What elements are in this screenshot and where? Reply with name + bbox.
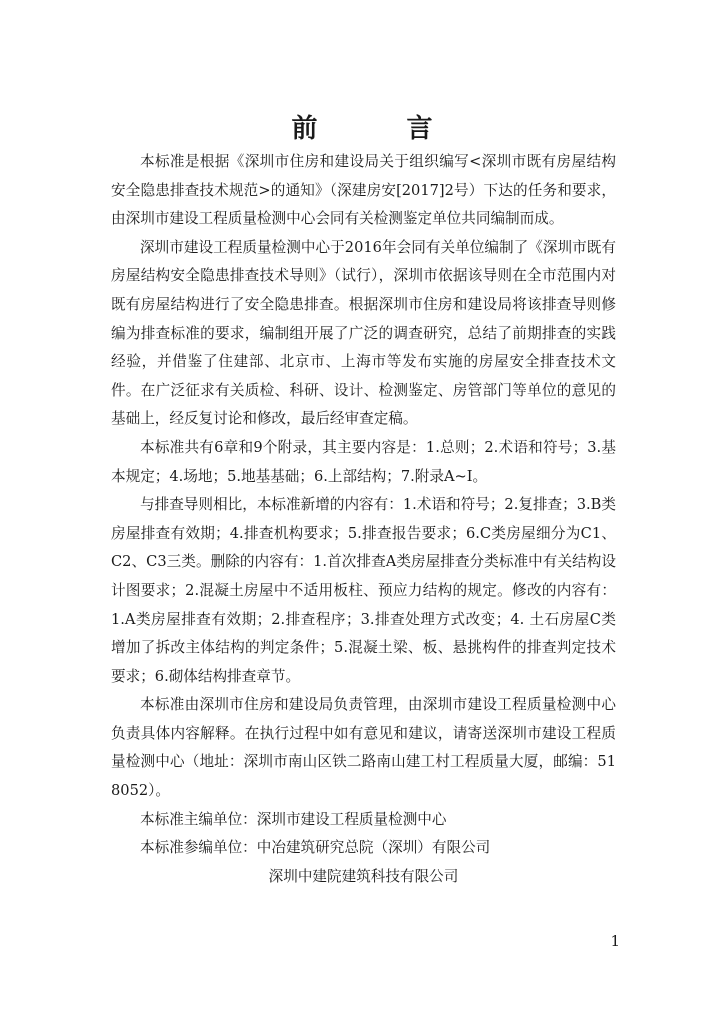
page-number: 1 (610, 932, 620, 950)
paragraph-history: 深圳市建设工程质量检测中心于2016年会同有关单位编制了《深圳市既有房屋结构安全隐患排查技术导则》（试行），深圳市依据该导则在全市范围内对既有房屋结构进行了安全隐患排查。根据深圳市住房和建设局将该排查导则修编为排查标准的要求，编制组开展了广泛的调查研究，总结了前期排查的实践经验，并借鉴了住建部、北京市、上海市等发布实施的房屋安全排查技术文件。在广泛征求有关质检、科研、设计、检测鉴定、房管部门等单位的意见的基础上，经反复讨论和修改，最后经审查定稿。 (111, 238, 616, 428)
paragraph-origin: 本标准是根据《深圳市住房和建设局关于组织编写<深圳市既有房屋结构安全隐患排查技术规范>的通知》（深建房安[2017]2号）下达的任务和要求，由深圳市建设工程质量检测中心会同有关检测鉴定单位共同编制而成。 (111, 153, 616, 228)
paragraph-chief-editor: 本标准主编单位：深圳市建设工程质量检测中心 (140, 810, 447, 828)
paragraph-co-editors: 本标准参编单位：中冶建筑研究总院（深圳）有限公司 (140, 839, 491, 857)
paragraph-contents: 本标准共有6章和9个附录，其主要内容是：1.总则；2.术语和符号；3.基本规定；4.场地；5.地基基础；6.上部结构；7.附录A~I。 (111, 438, 616, 485)
paragraph-changes: 与排查导则相比，本标准新增的内容有：1.术语和符号；2.复排查；3.B类房屋排查有效期；4.排查机构要求；5.排查报告要求；6.C类房屋细分为C1、C2、C3三类。删除的内容有：1.首次排查A类房屋排查分类标准中有关结构设计图要求；2.混凝土房屋中不适用板柱、预应力结构的规定。修改的内容有：1.A类房屋排查有效期；2.排查程序；3.排查处理方式改变；4. 土石房屋C类增加了拆改主体结构的判定条件；5.混凝土梁、板、悬挑构件的排查判定技术要求；6.砌体结构排查章节。 (111, 496, 616, 685)
paragraph-management: 本标准由深圳市住房和建设局负责管理，由深圳市建设工程质量检测中心负责具体内容解释。在执行过程中如有意见和建议，请寄送深圳市建设工程质量检测中心（地址：深圳市南山区铁二路南山建工村工程质量大厦，邮编：518052）。 (111, 696, 616, 800)
paragraph-co-editor-2: 深圳中建院建筑科技有限公司 (268, 867, 459, 885)
document-body (111, 148, 616, 891)
page-title: 前 言 (291, 114, 473, 144)
